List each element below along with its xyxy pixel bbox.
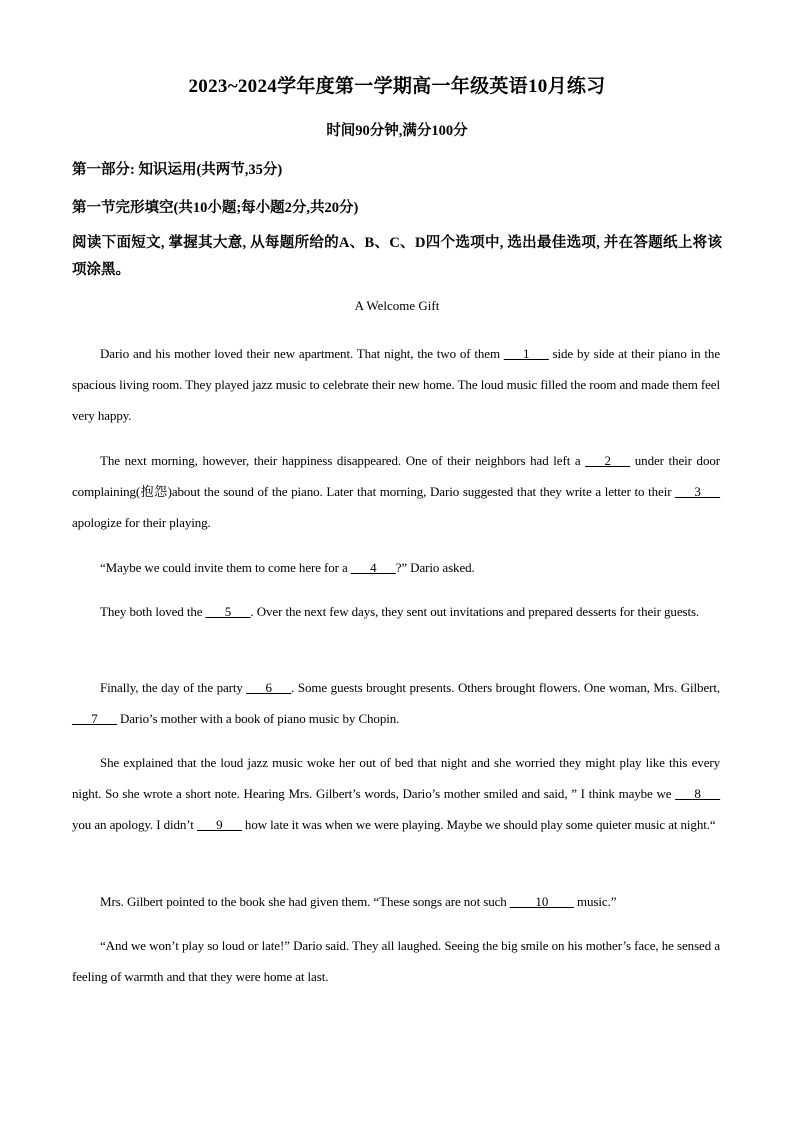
passage-paragraph-8 bbox=[72, 930, 720, 992]
paragraph-text: ?” Dario asked. bbox=[395, 560, 475, 575]
cloze-blank-9: ___9___ bbox=[196, 817, 242, 832]
cloze-blank-7: ___7___ bbox=[72, 711, 117, 726]
part-heading: 第一部分: 知识运用(共两节,35分) bbox=[72, 162, 283, 178]
passage-paragraph-3 bbox=[72, 552, 720, 583]
paragraph-text: . Some guests brought presents. Others brought flowers. One woman, Mrs. Gilbert, bbox=[291, 680, 720, 695]
cloze-blank-10: ____10____ bbox=[509, 894, 574, 909]
cloze-blank-5: ___5___ bbox=[205, 604, 251, 619]
paragraph-text: The next morning, however, their happiness disappeared. One of their neighbors had left a bbox=[100, 453, 586, 468]
paragraph-text: you an apology. I didn’t bbox=[72, 817, 197, 832]
paragraph-text: Mrs. Gilbert pointed to the book she had given them. “These songs are not such bbox=[100, 894, 510, 909]
passage-paragraph-1 bbox=[72, 338, 720, 431]
paragraph-text: Dario and his mother loved their new apartment. That night, the two of them bbox=[100, 346, 504, 361]
cloze-blank-3: ___3___ bbox=[675, 484, 720, 499]
cloze-blank-6: ___6___ bbox=[246, 680, 292, 695]
paragraph-text: side by side at their piano in the spacious living room. They played jazz music to celebrate their new home. The loud music filled the room and made them feel very happy. bbox=[72, 346, 720, 423]
cloze-blank-4: ___4___ bbox=[350, 560, 396, 575]
passage-paragraph-6 bbox=[72, 747, 720, 840]
instruction-text: 阅读下面短文, 掌握其大意, 从每题所给的A、B、C、D四个选项中, 选出最佳选项, 并在答题纸上将该项涂黑。 bbox=[72, 235, 722, 278]
paragraph-text: under their door complaining(抱怨)about the sound of the piano. Later that morning, Dario suggested that they write a letter to their bbox=[72, 453, 720, 499]
paragraph-text: how late it was when we were playing. Maybe we should play some quieter music at night.“ bbox=[241, 817, 716, 832]
paragraph-text: apologize for their playing. bbox=[72, 515, 211, 530]
passage-paragraph-2 bbox=[72, 445, 720, 538]
passage-paragraph-7 bbox=[72, 886, 720, 917]
paragraph-text: They both loved the bbox=[100, 604, 206, 619]
paragraph-text: music.” bbox=[573, 894, 617, 909]
paragraph-text: Dario’s mother with a book of piano music by Chopin. bbox=[116, 711, 400, 726]
paragraph-text: Finally, the day of the party bbox=[100, 680, 247, 695]
section-heading: 第一节完形填空(共10小题;每小题2分,共20分) bbox=[72, 200, 359, 216]
passage-title: A Welcome Gift bbox=[354, 298, 440, 313]
paragraph-text: . Over the next few days, they sent out invitations and prepared desserts for their guests. bbox=[250, 604, 700, 619]
passage-paragraph-5 bbox=[72, 672, 720, 734]
paragraph-text: “Maybe we could invite them to come here for a bbox=[100, 560, 351, 575]
passage-paragraph-4 bbox=[72, 596, 720, 627]
paragraph-text: She explained that the loud jazz music woke her out of bed that night and she worried they might play like this every night. So she wrote a short note. Hearing Mrs. Gilbert’s words, Dario’s mother smiled and said, ” I think maybe we bbox=[72, 755, 720, 801]
cloze-blank-1: ___1___ bbox=[503, 346, 549, 361]
paragraph-text: “And we won’t play so loud or late!” Dario said. They all laughed. Seeing the big smile on his mother’s face, he sensed a feeling of warmth and that they were home at last. bbox=[72, 938, 720, 984]
exam-time-and-score: 时间90分钟,满分100分 bbox=[326, 123, 468, 139]
cloze-blank-2: ___2___ bbox=[585, 453, 631, 468]
exam-title: 2023~2024学年度第一学期高一年级英语10月练习 bbox=[188, 76, 606, 97]
cloze-blank-8: ___8___ bbox=[675, 786, 720, 801]
